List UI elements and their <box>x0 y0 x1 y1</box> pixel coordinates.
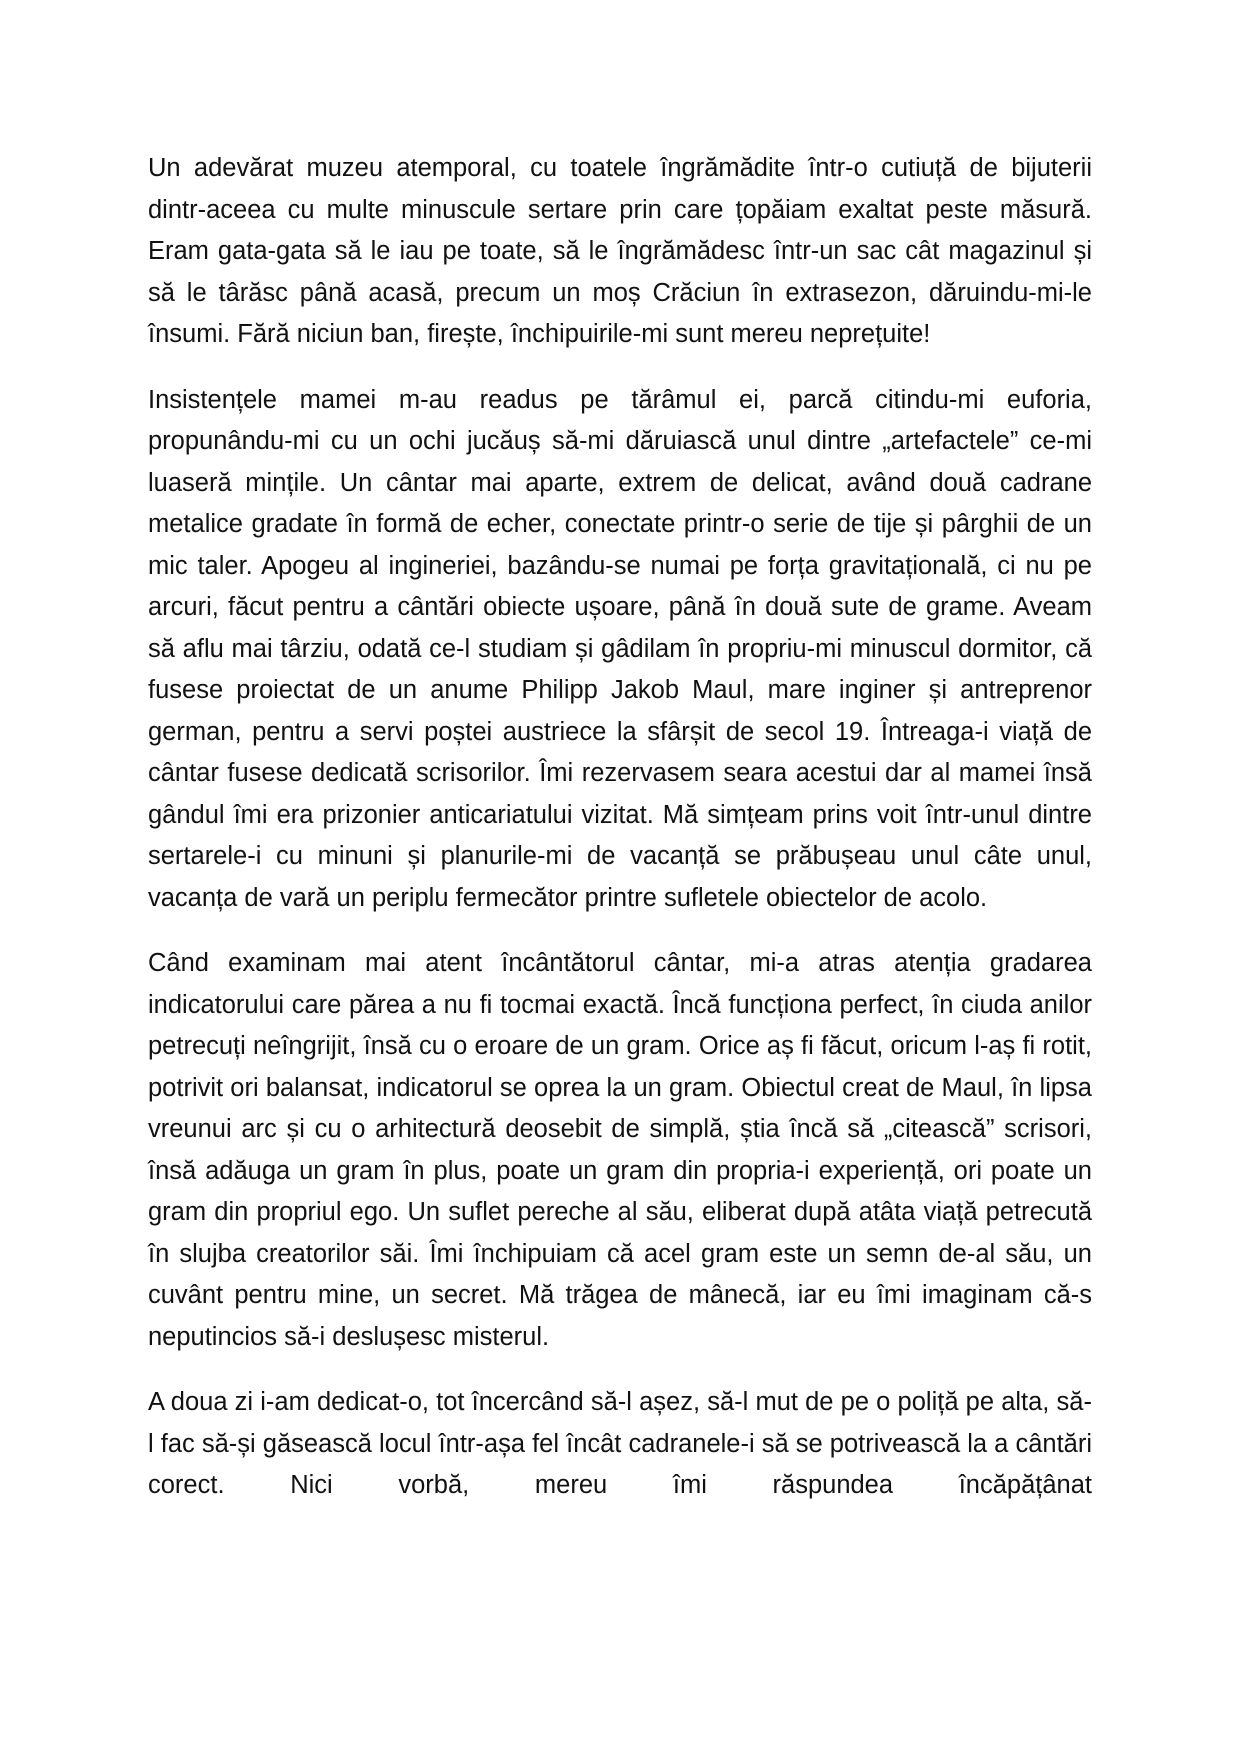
paragraph-1: Un adevărat muzeu atemporal, cu toatele îngrămădite într-o cutiuță de bijuterii dintr-aceea cu multe minuscule sertare prin care țopăiam exaltat peste măsură. Eram gata-gata să le iau pe toate, să le îngrămădesc într-un sac cât magazinul și să le târăsc până acasă, precum un moș Crăciun în extrasezon, dăruindu-mi-le însumi. Fără niciun ban, firește, închipuirile-mi sunt mereu neprețuite! <box>148 154 1092 348</box>
paragraph-3: Când examinam mai atent încântătorul cântar, mi-a atras atenția gradarea indicatorului care părea a nu fi tocmai exactă. Încă funcționa perfect, în ciuda anilor petrecuți neîngrijit, însă cu o eroare de un gram. Orice aș fi făcut, oricum l-aș fi rotit, potrivit ori balansat, indicatorul se oprea la un gram. Obiectul creat de Maul, în lipsa vreunui arc și cu o arhitectură deosebit de simplă, știa încă să „citească” scrisori, însă adăuga un gram în plus, poate un gram din propria-i experiență, ori poate un gram din propriul ego. Un suflet pereche al său, eliberat după atâta viață petrecută în slujba creatorilor săi. Îmi închipuiam că acel gram este un semn de-al său, un cuvânt pentru mine, un secret. Mă trăgea de mânecă, iar eu îmi imaginam că-s neputincios să-i deslușesc misterul. <box>148 949 1092 1351</box>
paragraph-4: A doua zi i-am dedicat-o, tot încercând să-l așez, să-l mut de pe o poliță pe alta, să-l fac să-și găsească locul într-așa fel încât cadranele-i să se potrivească la a cântări corect. Nici vorbă, mereu îmi răspundea încăpățânat <box>148 1388 1092 1499</box>
document-page <box>148 148 1092 1531</box>
paragraph-2: Insistențele mamei m-au readus pe tărâmul ei, parcă citindu-mi euforia, propunându-mi cu un ochi jucăuș să-mi dăruiască unul dintre „artefactele” ce-mi luaseră mințile. Un cântar mai aparte, extrem de delicat, având două cadrane metalice gradate în formă de echer, conectate printr-o serie de tije și pârghii de un mic taler. Apogeu al ingineriei, bazându-se numai pe forța gravitațională, ci nu pe arcuri, făcut pentru a cântări obiecte ușoare, până în două sute de grame. Aveam să aflu mai târziu, odată ce-l studiam și gâdilam în propriu-mi minuscul dormitor, că fusese proiectat de un anume Philipp Jakob Maul, mare inginer și antreprenor german, pentru a servi poștei austriece la sfârșit de secol 19. Întreaga-i viață de cântar fusese dedicată scrisorilor. Îmi rezervasem seara acestui dar al mamei însă gândul îmi era prizonier anticariatului vizitat. Mă simțeam prins voit într-unul dintre sertarele-i cu minuni și planurile-mi de vacanță se prăbușeau unul câte unul, vacanța de vară un periplu fermecător printre sufletele obiectelor de acolo. <box>148 385 1092 912</box>
